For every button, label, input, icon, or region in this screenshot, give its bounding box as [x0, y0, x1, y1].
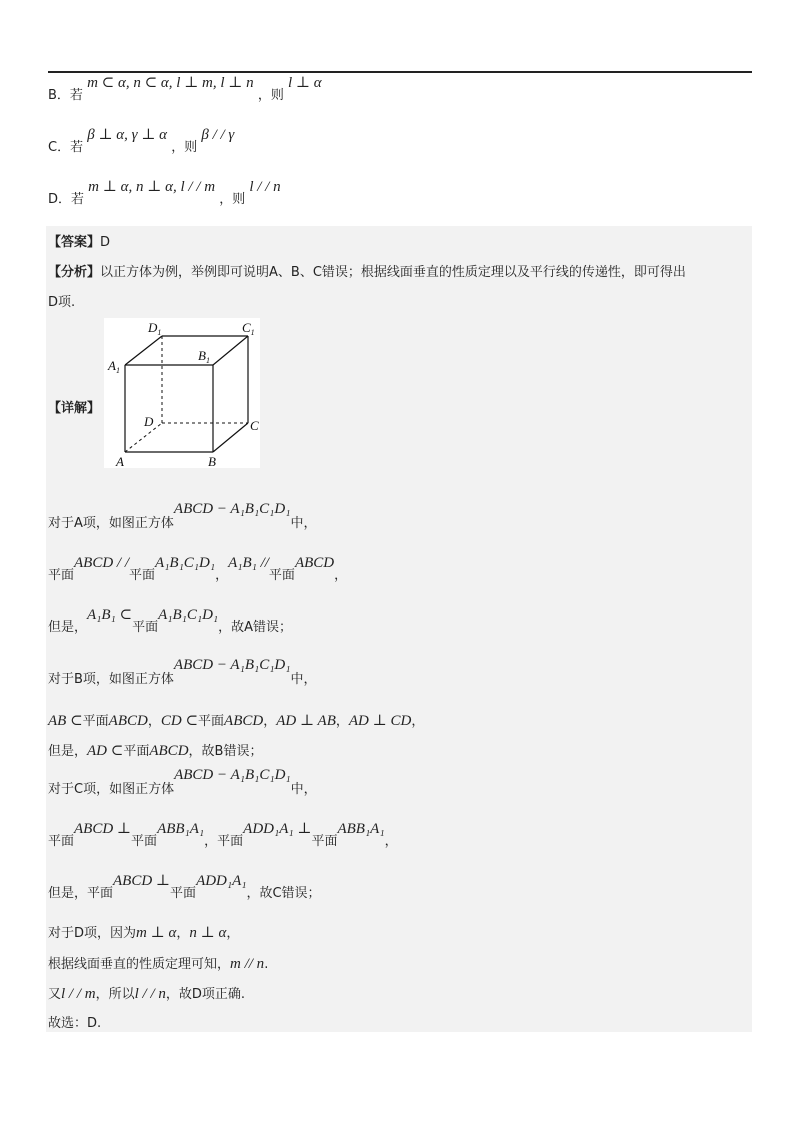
- answer-tag: 【答案】: [48, 235, 101, 250]
- text: ，: [147, 714, 161, 729]
- text: 又: [48, 987, 62, 1002]
- option-d-then: ，则: [219, 192, 246, 207]
- text: ，所以: [95, 987, 135, 1002]
- text: ，: [263, 714, 277, 729]
- math: AD ⊥ AB: [276, 713, 336, 729]
- solution-d1: [48, 924, 239, 943]
- text: 但是，平面: [48, 886, 114, 901]
- text: ，: [335, 714, 349, 729]
- label-d1: $D_1$: [148, 320, 162, 337]
- math: l / / n: [134, 986, 166, 1002]
- solution-a3: [48, 607, 293, 637]
- option-d-condition: m ⊥ α, n ⊥ α, l / / m: [88, 179, 216, 195]
- option-c-condition: β ⊥ α, γ ⊥ α: [87, 127, 168, 143]
- analysis-tag: 【分析】: [48, 265, 101, 280]
- text: .: [264, 957, 269, 972]
- math: n ⊥ α: [189, 925, 227, 941]
- option-d: [48, 179, 281, 209]
- math: ABCD: [294, 555, 335, 571]
- answer-value: D: [100, 235, 111, 250]
- detail-tag: 【详解】: [48, 401, 101, 416]
- text: ，平面: [204, 834, 244, 849]
- math: ABCD − A₁B₁C₁D₁: [173, 657, 291, 673]
- math: ABCD ⊥: [113, 873, 171, 889]
- analysis-text-1: 以正方体为例，举例即可说明A、B、C错误；根据线面垂直的性质定理以及平行线的传递性，即可得出: [100, 265, 686, 280]
- solution-a1: [48, 501, 317, 533]
- math: AD ⊥ CD: [348, 713, 412, 729]
- text: 平面: [48, 834, 75, 849]
- math: ADD₁A₁: [196, 873, 247, 889]
- option-b: [48, 75, 322, 105]
- math: m ⊥ α: [136, 925, 177, 941]
- text: 平面: [48, 568, 75, 583]
- option-b-conclusion: l ⊥ α: [287, 75, 322, 91]
- math: ABCD: [149, 743, 189, 759]
- text: 平面: [132, 620, 159, 635]
- math: ABCD − A₁B₁C₁D₁: [173, 501, 291, 517]
- analysis-line-2: [48, 294, 75, 312]
- answer-line: [48, 234, 110, 252]
- text: ，: [226, 926, 240, 941]
- text: 根据线面垂直的性质定理可知，: [48, 957, 231, 972]
- option-c-then: ，则: [171, 140, 198, 155]
- math: l / / m: [61, 986, 96, 1002]
- edge-b1-c1: [213, 336, 248, 365]
- math: ADD₁A₁ ⊥: [243, 821, 312, 837]
- analysis-text-2: D项.: [48, 295, 76, 310]
- text: 对于C项，如图正方体: [48, 782, 175, 797]
- text: 对于D项，因为: [48, 926, 137, 941]
- option-d-conclusion: l / / n: [249, 179, 281, 195]
- text: 平面: [129, 568, 156, 583]
- text: ，故A错误；: [218, 620, 293, 635]
- top-rule: [48, 71, 752, 73]
- math: ABCD − A₁B₁C₁D₁: [174, 767, 291, 783]
- text: 平面: [82, 714, 109, 729]
- text: 平面: [268, 568, 295, 583]
- solution-c3: [48, 873, 321, 903]
- label-b: B: [208, 454, 216, 468]
- text: 平面: [311, 834, 338, 849]
- solution-b2: [48, 712, 424, 731]
- edge-b-c: [213, 423, 248, 452]
- math: A₁B₁C₁D₁: [155, 555, 216, 571]
- text: ，故D项正确.: [165, 987, 246, 1002]
- label-c1: $C_1$: [242, 320, 255, 337]
- label-d: D: [144, 414, 154, 429]
- label-a1: $A_1$: [108, 358, 120, 375]
- math: AB ⊂: [48, 713, 83, 729]
- text: 对于A项，如图正方体: [48, 516, 174, 531]
- option-b-then: ，则: [257, 88, 284, 103]
- text: ，: [384, 834, 398, 849]
- math: A₁B₁ ⊂: [87, 607, 133, 623]
- text: 中，: [290, 516, 317, 531]
- text: 中，: [290, 672, 317, 687]
- text: 但是，: [48, 744, 88, 759]
- text: ，: [176, 926, 190, 941]
- text: 平面: [170, 886, 197, 901]
- option-c-label: C．若: [48, 140, 84, 155]
- solution-b3: [48, 742, 262, 761]
- solution-c1: [48, 767, 317, 799]
- analysis-line-1: [48, 264, 686, 282]
- math: AD ⊂: [87, 743, 124, 759]
- math: ABCD ⊥: [74, 821, 132, 837]
- label-a: A: [116, 454, 124, 468]
- solution-a2: [48, 555, 348, 585]
- math: m // n: [230, 956, 265, 972]
- math: ABB₁A₁: [157, 821, 205, 837]
- option-c: [48, 127, 235, 157]
- option-b-label: B．若: [48, 88, 83, 103]
- text: ，: [215, 568, 229, 583]
- solution-d2: [48, 955, 268, 974]
- math: A₁B₁C₁D₁: [158, 607, 219, 623]
- solution-c2: [48, 821, 398, 851]
- label-c: C: [250, 418, 259, 433]
- math: ABCD: [224, 713, 264, 729]
- edge-a1-d1: [125, 336, 162, 365]
- solution-d3: [48, 985, 245, 1004]
- final-answer: 故选：D.: [48, 1016, 102, 1031]
- option-c-conclusion: β / / γ: [201, 127, 235, 143]
- math: ABB₁A₁: [337, 821, 385, 837]
- cube-figure: [104, 318, 260, 468]
- text: ，: [334, 568, 348, 583]
- math: ABCD: [108, 713, 148, 729]
- label-b1: $B_1$: [198, 348, 210, 365]
- text: 平面: [198, 714, 225, 729]
- math: CD ⊂: [160, 713, 199, 729]
- text: 但是，: [48, 620, 88, 635]
- text: 中，: [290, 782, 317, 797]
- text: 平面: [123, 744, 150, 759]
- text: ，故C错误；: [246, 886, 321, 901]
- text: ，故B错误；: [188, 744, 263, 759]
- math: ABCD / /: [74, 555, 130, 571]
- cube-diagram: [104, 318, 260, 468]
- option-d-label: D．若: [48, 192, 85, 207]
- solution-b1: [48, 657, 317, 689]
- math: A₁B₁ //: [228, 555, 269, 571]
- option-b-condition: m ⊂ α, n ⊂ α, l ⊥ m, l ⊥ n: [87, 75, 254, 91]
- text: ，: [411, 714, 425, 729]
- text: 对于B项，如图正方体: [48, 672, 174, 687]
- text: 平面: [131, 834, 158, 849]
